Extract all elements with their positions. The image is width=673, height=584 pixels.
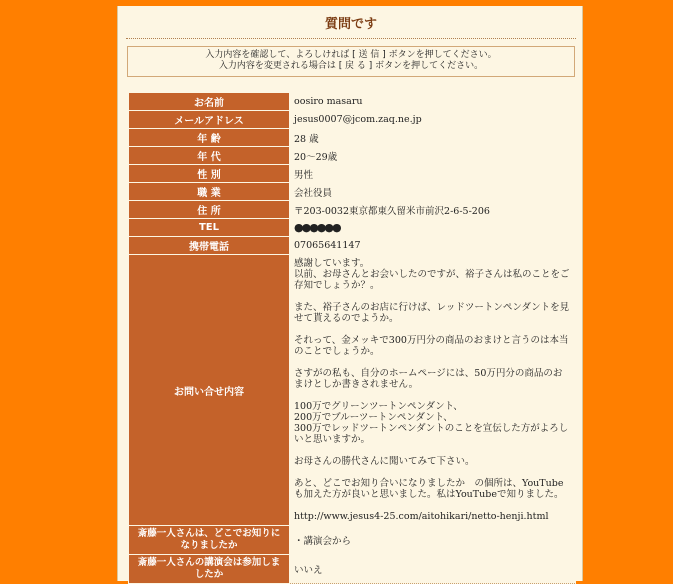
attended-label: 斎藤一人さんの講演会は参加しましたか [129,555,290,584]
inquiry-paragraph: お母さんの勝代さんに聞いてみて下さい。 [294,456,475,467]
row-address [129,201,576,219]
notice-line-2: 入力内容を変更される場合は [ 戻 る ] ボタンを押してください。 [218,61,484,71]
inquiry-paragraph: 感謝しています。 以前、お母さんとお会いしたのですが、裕子さんは私のことをご存知でしょうか？。 [294,258,570,291]
occupation-value: 会社役員 [290,183,576,201]
row-attended [129,555,576,584]
page-title: 質問です [126,14,576,39]
row-email [129,111,576,129]
row-gender [129,165,576,183]
tel-value [290,219,576,237]
form-panel [117,6,583,581]
row-age-group [129,147,576,165]
inquiry-paragraph: あと、どこでお知り合いになりましたか の個所は、YouTube も加えた方が良いと思いました。私はYouTubeで知りました。 [294,478,573,500]
row-age [129,129,576,147]
email-value: jesus0007@jcom.zaq.ne.jp [290,111,576,129]
inquiry-paragraph: また、裕子さんのお店に行けば、レッドツートンペンダントを見せて貰えるのでようか。 [294,302,570,324]
age-group-value: 20～29歳 [290,147,576,165]
tel-label: TEL [129,219,290,237]
mobile-label: 携帯電話 [129,237,290,255]
how-known-label: 斎藤一人さんは、どこでお知りになりましたか [129,526,290,555]
name-label: お名前 [129,93,290,111]
row-tel [129,219,576,237]
age-value: 28 歳 [290,129,576,147]
confirmation-table [128,92,576,584]
occupation-label: 職 業 [129,183,290,201]
notice-line-1: 入力内容を確認して、よろしければ [ 送 信 ] ボタンを押してください。 [205,50,497,60]
how-known-value: ・講演会から [290,526,576,555]
name-value: oosiro masaru [290,93,576,111]
mobile-value: 07065641147 [290,237,576,255]
inquiry-label: お問い合せ内容 [129,255,290,526]
inquiry-paragraph: 100万でグリーンツートンペンダント、 200万でブルーツートンペンダント、 300万でレッドツートンペンダントのことを宣伝した方がよろしいと思いますか。 [294,401,569,445]
confirmation-notice [127,46,575,77]
age-group-label: 年 代 [129,147,290,165]
email-label: メールアドレス [129,111,290,129]
age-label: 年 齢 [129,129,290,147]
inquiry-paragraph: さすがの私も、自分のホームページには、50万円分の商品のおまけとしか書きされません。 [294,368,563,390]
row-occupation [129,183,576,201]
tel-redacted-value: ●●●●●● [294,221,340,234]
inquiry-paragraph: それって、金メッキで300万円分の商品のおまけと言うのは本当のことでしょうか。 [294,335,569,357]
row-mobile [129,237,576,255]
row-how-known [129,526,576,555]
attended-value: いいえ [290,555,576,584]
inquiry-url: http://www.jesus4-25.com/aitohikari/netto-henji.html [294,511,549,522]
inquiry-value [290,255,576,526]
row-name [129,93,576,111]
gender-label: 性 別 [129,165,290,183]
address-value: 〒203-0032東京都東久留米市前沢2-6-5-206 [290,201,576,219]
row-inquiry [129,255,576,526]
gender-value: 男性 [290,165,576,183]
address-label: 住 所 [129,201,290,219]
